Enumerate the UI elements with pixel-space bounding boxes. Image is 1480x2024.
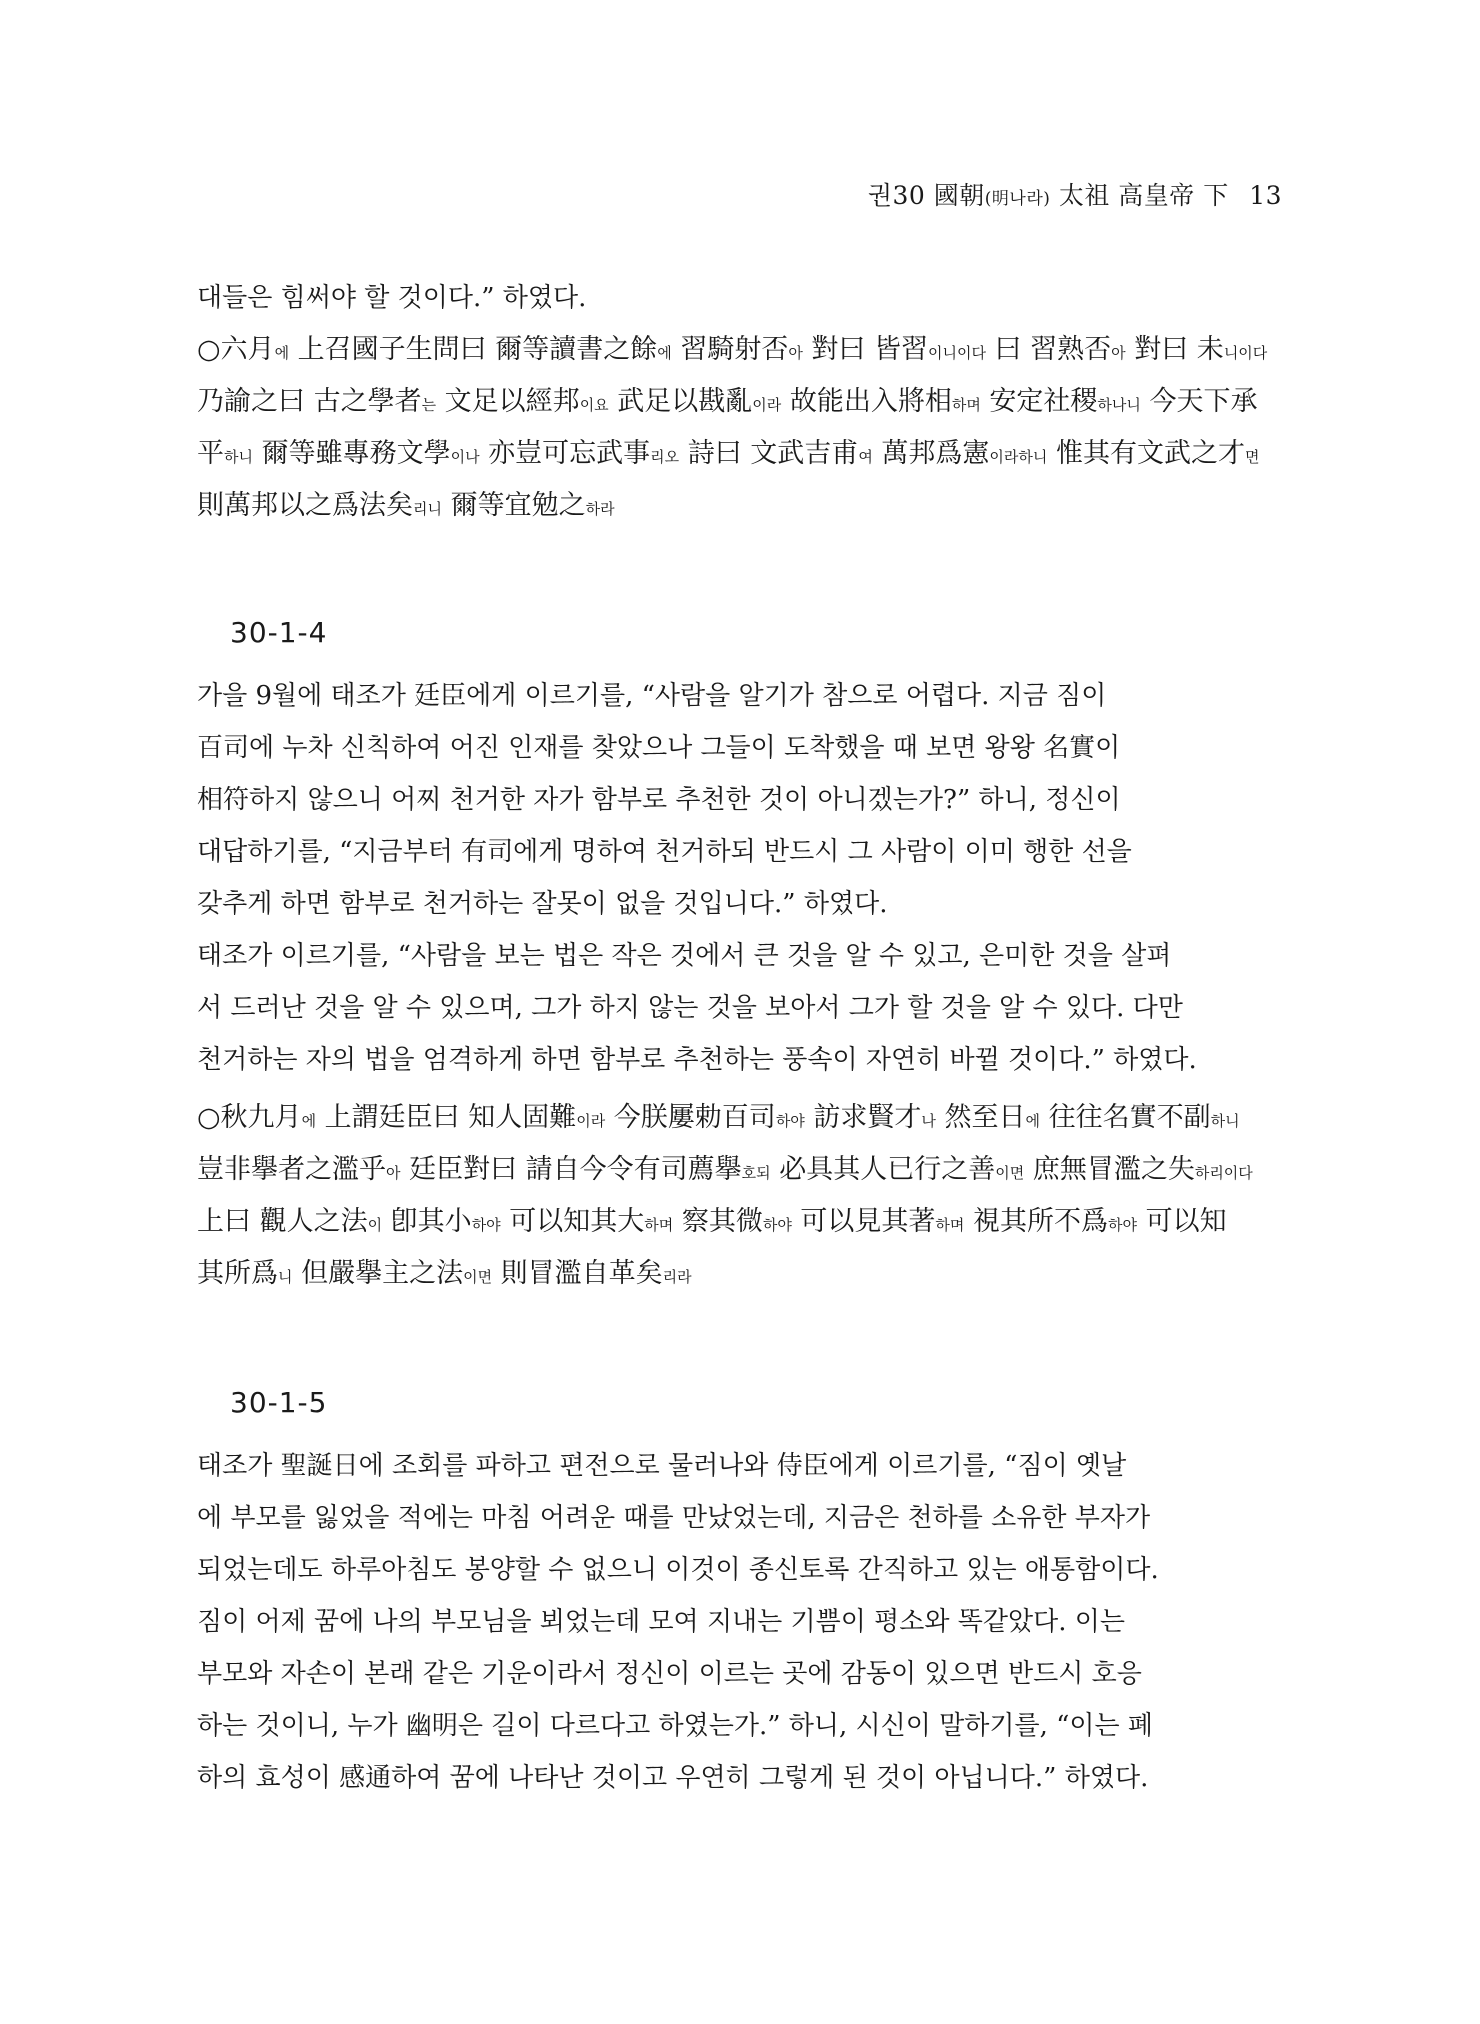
gugyeol-particle: 리오	[650, 448, 680, 466]
gugyeol-particle: 이니이다	[928, 344, 986, 362]
gugyeol-particle: 리라	[662, 1268, 692, 1286]
gugyeol-particle: 니	[278, 1268, 293, 1286]
gugyeol-particle: 하니	[1210, 1112, 1240, 1130]
gugyeol-particle: 리니	[413, 500, 442, 518]
korean-line: 에 부모를 잃었을 적에는 마침 어려운 때를 만났었는데, 지금은 천하를 소유한 부자가	[197, 1503, 1151, 1533]
gugyeol-particle: 하야	[1108, 1216, 1137, 1234]
gugyeol-particle: 이요	[579, 396, 609, 414]
korean-line: 천거하는 자의 법을 엄격하게 하면 함부로 추천하는 풍속이 자연히 바뀔 것이다.” 하였다.	[197, 1045, 1197, 1075]
hanmun-segment: 曰 習熟否	[985, 334, 1112, 365]
gugyeol-particle: 니이다	[1223, 344, 1268, 362]
hanmun-segment: 庶無冒濫之失	[1024, 1154, 1195, 1185]
gugyeol-particle: 아	[788, 344, 803, 362]
korean-line: 하의 효성이 感通하여 꿈에 나타난 것이고 우연히 그렇게 된 것이 아닙니다.” 하였다.	[197, 1763, 1149, 1793]
korean-line: 되었는데도 하루아침도 봉양할 수 없으니 이것이 종신토록 간직하고 있는 애통함이다.	[197, 1555, 1159, 1585]
hanmun-segment: 安定社稷	[980, 386, 1098, 417]
gugyeol-particle: 여	[858, 448, 873, 466]
hanmun-segment: 文足以經邦	[436, 386, 580, 417]
gugyeol-particle: 호되	[741, 1164, 771, 1182]
hanmun-line	[197, 324, 1287, 376]
korean-line: 대답하기를, “지금부터 有司에게 명하여 천거하되 반드시 그 사람이 이미 행한 선을	[197, 837, 1132, 867]
gugyeol-particle: 하며	[951, 396, 981, 414]
gugyeol-particle: 아	[1111, 344, 1126, 362]
section-number: 30-1-5	[230, 1386, 328, 1419]
header-title: 권30 國朝	[867, 181, 985, 210]
hanmun-segment: 視其所不爲	[964, 1206, 1108, 1237]
hanmun-segment: 可以見其著	[791, 1206, 936, 1237]
gugyeol-particle: 면	[1244, 448, 1260, 466]
korean-line: 태조가 聖誕日에 조회를 파하고 편전으로 물러나와 侍臣에게 이르기를, “짐이 옛날	[197, 1451, 1127, 1481]
korean-line: 태조가 이르기를, “사람을 보는 법은 작은 것에서 큰 것을 알 수 있고, 은미한 것을 살펴	[197, 941, 1172, 971]
korean-translation	[197, 670, 1287, 1086]
hanmun-segment: 上召國子生問曰 爾等讀書之餘	[289, 334, 658, 365]
korean-line: 하는 것이니, 누가 幽明은 길이 다르다고 하였는가.” 하니, 시신이 말하기를, “이는 폐	[197, 1711, 1154, 1741]
page-number: 13	[1249, 181, 1282, 210]
hanmun-line	[197, 428, 1287, 480]
hanmun-line	[197, 1196, 1287, 1248]
hanmun-segment: 詩曰 文武吉甫	[679, 438, 859, 469]
gugyeol-particle: 이	[367, 1216, 383, 1234]
gugyeol-particle: 하야	[471, 1216, 501, 1234]
gugyeol-particle: 하야	[762, 1216, 792, 1234]
hanmun-line	[197, 376, 1287, 428]
hanmun-line	[197, 1248, 1287, 1300]
korean-line: 가을 9월에 태조가 廷臣에게 이르기를, “사람을 알기가 참으로 어렵다. 지금 짐이	[197, 681, 1107, 711]
hanmun-segment: 平	[197, 438, 224, 469]
hanmun-segment: 萬邦爲憲	[872, 438, 990, 469]
hanmun-segment: 必具其人已行之善	[770, 1154, 996, 1185]
hanmun-segment: 則冒濫自革矣	[492, 1258, 663, 1289]
gugyeol-particle: 에	[657, 344, 672, 362]
hanmun-segment: 可以知	[1136, 1206, 1227, 1237]
korean-line: 相符하지 않으니 어찌 천거한 자가 함부로 추천한 것이 아니겠는가?” 하니, 정신이	[197, 785, 1121, 815]
hanmun-segment: 然至日	[935, 1102, 1026, 1133]
korean-translation	[197, 1440, 1287, 1804]
gugyeol-particle: 이면	[995, 1164, 1025, 1182]
hanmun-original-text	[197, 324, 1287, 532]
gugyeol-particle: 에	[274, 344, 290, 362]
hanmun-segment: 豈非擧者之濫乎	[197, 1154, 386, 1185]
korean-line: 百司에 누차 신칙하여 어진 인재를 찾았으나 그들이 도착했을 때 보면 왕왕 名實이	[197, 733, 1121, 763]
gugyeol-particle: 이라하니	[989, 448, 1048, 466]
gugyeol-particle: 이나	[450, 448, 480, 466]
hanmun-segment: 乃諭之曰 古之學者	[197, 386, 422, 417]
running-header	[868, 176, 1282, 212]
hanmun-segment: 往往名實不副	[1039, 1102, 1211, 1133]
hanmun-segment: 廷臣對曰 請自今令有司薦擧	[400, 1154, 742, 1185]
hanmun-segment: 卽其小	[382, 1206, 472, 1237]
hanmun-segment: 爾等雖專務文學	[252, 438, 451, 469]
hanmun-segment: 其所爲	[197, 1258, 278, 1289]
korean-line: 짐이 어제 꿈에 나의 부모님을 뵈었는데 모여 지내는 기쁨이 평소와 똑같았다. 이는	[197, 1607, 1126, 1637]
hanmun-segment: 察其微	[673, 1206, 763, 1237]
korean-line: 대들은 힘써야 할 것이다.” 하였다.	[197, 283, 587, 313]
gugyeol-particle: 하며	[644, 1216, 674, 1234]
hanmun-segment: ○秋九月	[197, 1102, 302, 1133]
gugyeol-particle: 는	[421, 396, 437, 414]
hanmun-line	[197, 480, 1287, 532]
hanmun-segment: 則萬邦以之爲法矣	[197, 490, 413, 521]
gugyeol-particle: 에	[1025, 1112, 1040, 1130]
hanmun-segment: 對曰 未	[1125, 334, 1224, 365]
gugyeol-particle: 하야	[775, 1112, 805, 1130]
korean-line: 부모와 자손이 본래 같은 기운이라서 정신이 이르는 곳에 감동이 있으면 반드시 호응	[197, 1659, 1142, 1689]
hanmun-segment: 對曰 皆習	[802, 334, 928, 365]
header-title-rest: 太祖 高皇帝 下	[1050, 181, 1229, 210]
hanmun-segment: 亦豈可忘武事	[479, 438, 651, 469]
hanmun-segment: 惟其有文武之才	[1047, 438, 1245, 469]
gugyeol-particle: 이라	[576, 1112, 606, 1130]
korean-line: 갖추게 하면 함부로 천거하는 잘못이 없을 것입니다.” 하였다.	[197, 889, 888, 919]
gugyeol-particle: 이라	[752, 396, 782, 414]
hanmun-segment: 但嚴擧主之法	[292, 1258, 464, 1289]
hanmun-segment: 今天下承	[1140, 386, 1258, 417]
hanmun-segment: 習騎射否	[671, 334, 789, 365]
gugyeol-particle: 나	[921, 1112, 936, 1130]
header-subtitle: (明나라)	[984, 189, 1051, 209]
gugyeol-particle: 아	[386, 1164, 401, 1182]
gugyeol-particle: 하며	[935, 1216, 965, 1234]
hanmun-segment: 上謂廷臣曰 知人固難	[316, 1102, 577, 1133]
hanmun-line	[197, 1144, 1287, 1196]
gugyeol-particle: 이면	[463, 1268, 493, 1286]
hanmun-segment: 今朕屢勅百司	[605, 1102, 776, 1133]
hanmun-segment: 故能出入將相	[781, 386, 952, 417]
korean-line: 서 드러난 것을 알 수 있으며, 그가 하지 않는 것을 보아서 그가 할 것을 알 수 있다. 다만	[197, 993, 1183, 1023]
hanmun-segment: 爾等宜勉之	[441, 490, 586, 521]
hanmun-segment: ○六月	[197, 334, 275, 365]
hanmun-segment: 上曰 觀人之法	[197, 1206, 368, 1237]
gugyeol-particle: 에	[301, 1112, 317, 1130]
gugyeol-particle: 하라	[585, 500, 615, 518]
gugyeol-particle: 하리이다	[1194, 1164, 1253, 1182]
gugyeol-particle: 하니	[224, 448, 253, 466]
continued-paragraph	[197, 272, 1287, 324]
hanmun-segment: 訪求賢才	[804, 1102, 922, 1133]
section-number: 30-1-4	[230, 616, 328, 649]
hanmun-line	[197, 1092, 1287, 1144]
hanmun-segment: 可以知其大	[500, 1206, 645, 1237]
hanmun-segment: 武足以戡亂	[608, 386, 753, 417]
hanmun-original-text	[197, 1092, 1287, 1300]
gugyeol-particle: 하나니	[1097, 396, 1141, 414]
